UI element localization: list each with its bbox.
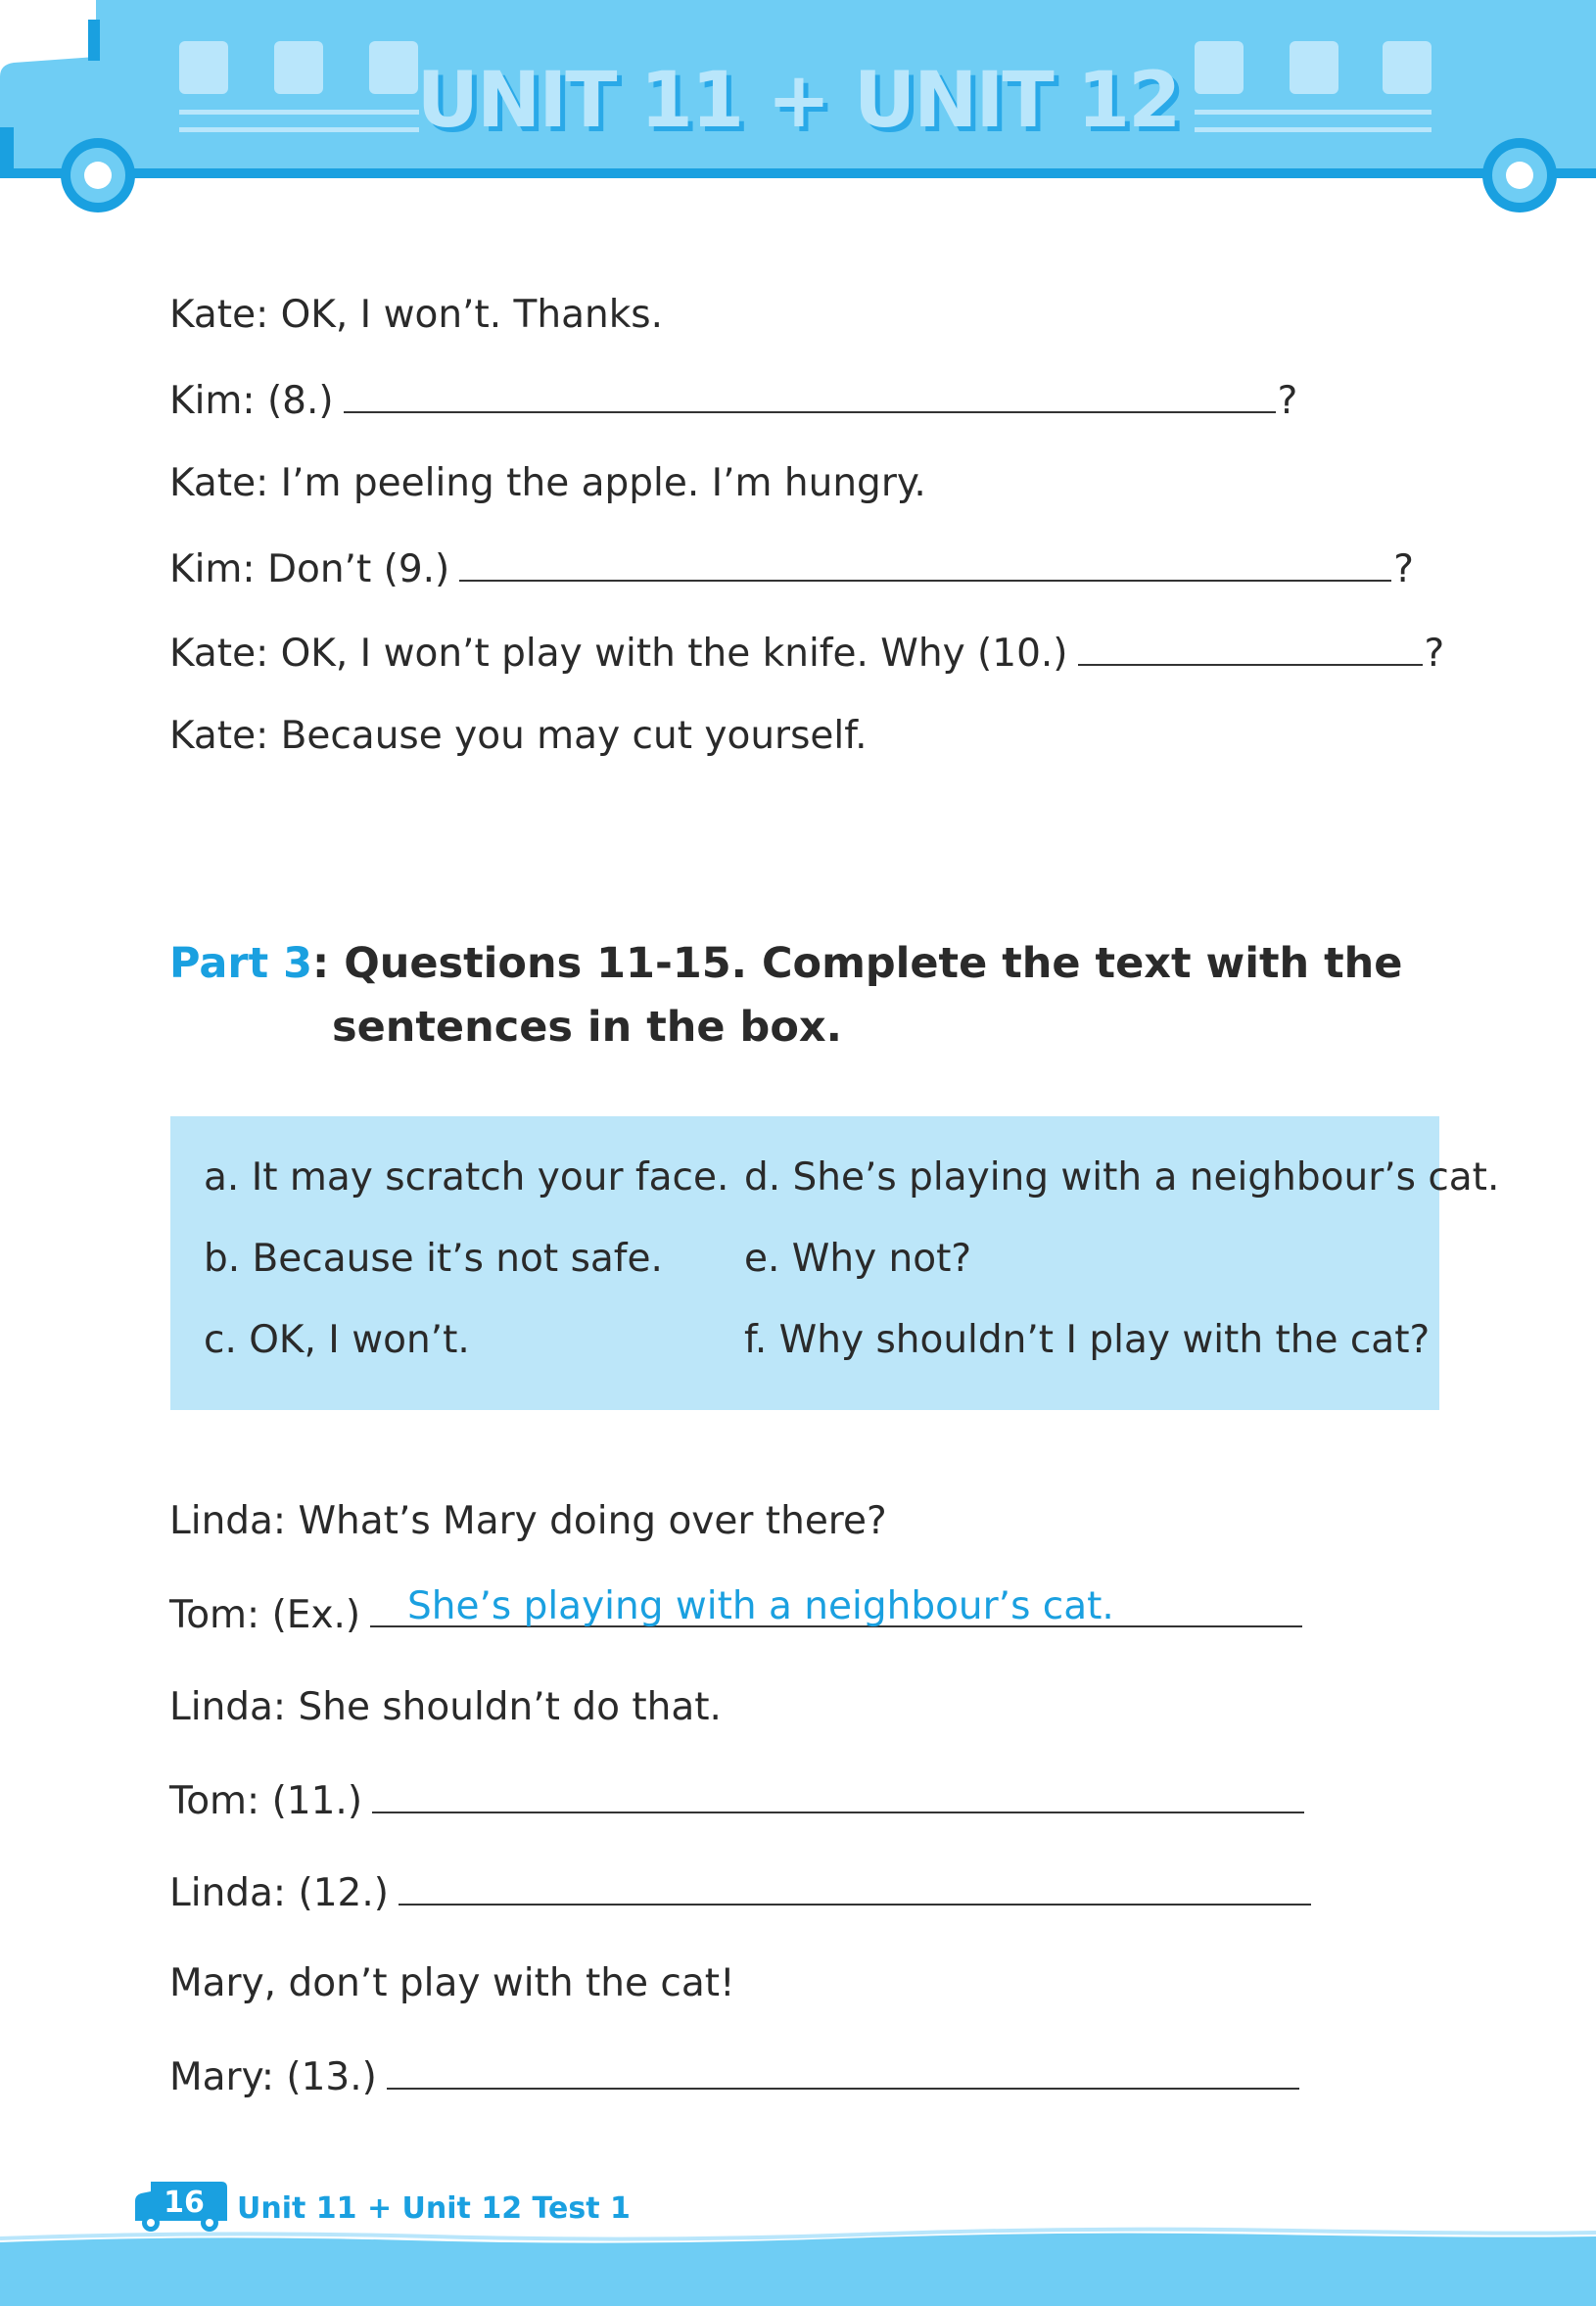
dialogue2-line-q12	[169, 1868, 1311, 1917]
option-f: f. Why shouldn’t I play with the cat?	[744, 1318, 1431, 1362]
dialogue1-line-q10	[169, 629, 1444, 678]
part3-label: Part 3	[169, 939, 313, 988]
answer-blank-11[interactable]	[372, 1776, 1304, 1813]
page-number: 16	[164, 2186, 205, 2220]
sentence-box	[170, 1116, 1500, 1410]
dialogue1-line-q9	[169, 544, 1414, 593]
question-mark: ?	[1424, 632, 1445, 676]
dialogue2-line3: Linda: She shouldn’t do that.	[169, 1685, 722, 1729]
footer-test-title: Unit 11 + Unit 12 Test 1	[237, 2191, 631, 2226]
answer-blank-12[interactable]	[399, 1868, 1311, 1906]
example-answer: She’s playing with a neighbour’s cat.	[407, 1584, 1114, 1628]
dialogue2-line-q11	[169, 1776, 1304, 1825]
dialogue2-line6: Mary, don’t play with the cat!	[169, 1961, 735, 2005]
q9-prefix: Kim: Don’t (9.)	[169, 547, 450, 591]
answer-blank-13[interactable]	[387, 2052, 1299, 2090]
q12-prefix: Linda: (12.)	[169, 1871, 389, 1915]
option-e: e. Why not?	[744, 1237, 972, 1281]
q11-prefix: Tom: (11.)	[169, 1779, 363, 1823]
q10-prefix: Kate: OK, I won’t play with the knife. Why (10.)	[169, 632, 1068, 676]
dialogue2-line-q13	[169, 2052, 1299, 2101]
question-mark: ?	[1277, 379, 1298, 423]
part3-heading	[169, 932, 1402, 1059]
dialogue1-line6: Kate: Because you may cut yourself.	[169, 714, 868, 758]
part3-instruction-cont: sentences in the box.	[332, 1003, 842, 1052]
question-mark: ?	[1393, 547, 1414, 591]
dialogue2-line1: Linda: What’s Mary doing over there?	[169, 1499, 887, 1543]
answer-blank-10[interactable]	[1078, 629, 1423, 666]
option-a: a. It may scratch your face.	[204, 1155, 729, 1200]
answer-blank-8[interactable]	[344, 376, 1276, 413]
q13-prefix: Mary: (13.)	[169, 2055, 377, 2099]
dialogue1-line3: Kate: I’m peeling the apple. I’m hungry.	[169, 461, 926, 505]
page-title: UNIT 11 + UNIT 12	[416, 57, 1180, 145]
dialogue1-line-q8	[169, 376, 1297, 425]
dialogue1-line1: Kate: OK, I won’t. Thanks.	[169, 293, 663, 337]
option-b: b. Because it’s not safe.	[204, 1237, 663, 1281]
example-prefix: Tom: (Ex.)	[169, 1593, 361, 1637]
option-d: d. She’s playing with a neighbour’s cat.	[744, 1155, 1500, 1200]
option-c: c. OK, I won’t.	[204, 1318, 470, 1362]
answer-blank-9[interactable]	[459, 544, 1391, 582]
footer-wave	[0, 2213, 1596, 2306]
q8-prefix: Kim: (8.)	[169, 379, 334, 423]
part3-instruction: : Questions 11-15. Complete the text with the	[312, 939, 1403, 988]
